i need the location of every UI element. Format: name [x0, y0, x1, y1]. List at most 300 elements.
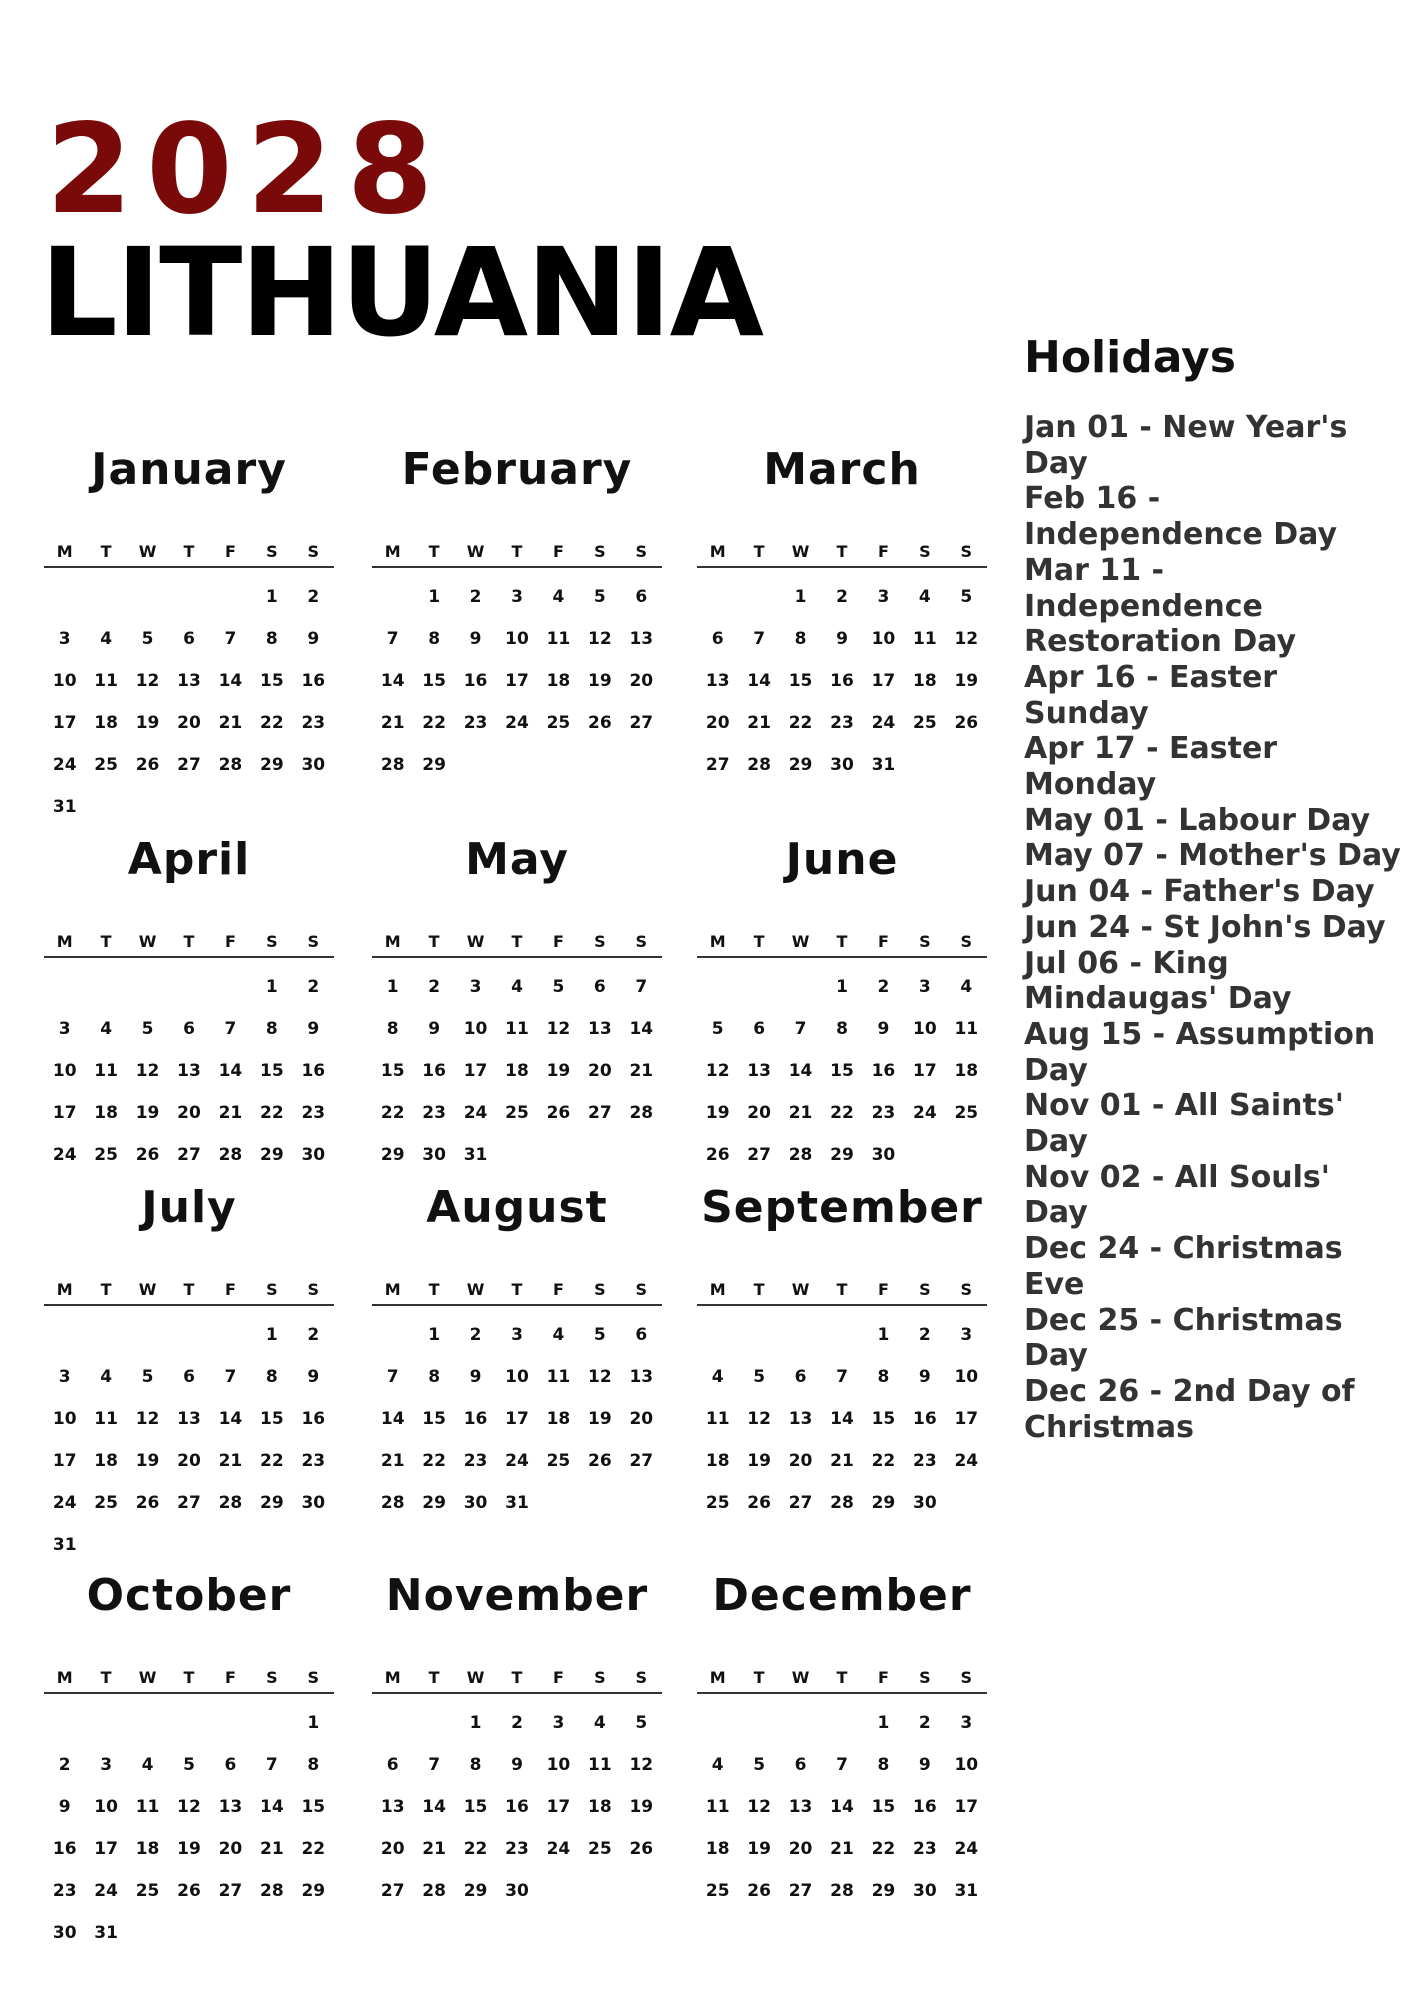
day-cell: 3 — [960, 1713, 973, 1733]
day-cell: 5 — [711, 1019, 724, 1039]
weekday-label: F — [224, 1667, 236, 1687]
day-cell: 21 — [788, 1103, 813, 1123]
weekday-label: S — [266, 1279, 278, 1299]
day-cell: 28 — [747, 755, 771, 775]
weekday-label: S — [635, 1667, 648, 1687]
day-cell: 1 — [428, 1325, 441, 1345]
day-cell: 3 — [511, 1325, 523, 1345]
day-cell: 20 — [380, 1839, 405, 1859]
day-cell: 1 — [794, 587, 807, 607]
day-cell: 29 — [380, 1145, 405, 1165]
holiday-item: Aug 15 - Assumption Day — [1024, 1016, 1376, 1088]
day-cell: 3 — [100, 1755, 113, 1775]
day-cell: 13 — [788, 1797, 813, 1817]
day-cell: 31 — [505, 1493, 529, 1513]
day-cell: 10 — [505, 1367, 529, 1387]
day-cell: 2 — [307, 587, 320, 607]
day-cell: 4 — [711, 1755, 724, 1775]
day-cell: 4 — [711, 1367, 724, 1387]
weekday-label: F — [877, 931, 889, 951]
day-cell: 5 — [753, 1755, 766, 1775]
day-cell: 6 — [183, 629, 195, 649]
day-cell: 23 — [301, 713, 326, 733]
day-cell: 8 — [265, 629, 278, 649]
day-cell: 21 — [747, 713, 771, 733]
weekday-label: T — [183, 1279, 195, 1299]
day-cell: 26 — [135, 1493, 160, 1513]
day-cell: 24 — [52, 1493, 77, 1513]
month-november — [372, 1570, 662, 1912]
day-cell: 27 — [788, 1493, 813, 1513]
weekday-label: F — [224, 1279, 236, 1299]
weekday-label: S — [307, 931, 320, 951]
weekday-label: S — [960, 1279, 973, 1299]
day-cell: 5 — [593, 1325, 606, 1345]
weekday-label: W — [138, 541, 157, 561]
day-cell: 1 — [836, 977, 848, 997]
day-cell: 23 — [52, 1881, 77, 1901]
day-cell: 20 — [177, 1451, 201, 1471]
weekday-header — [372, 1662, 662, 1694]
day-cell: 13 — [177, 671, 201, 691]
day-cell: 11 — [135, 1797, 160, 1817]
day-cell: 9 — [307, 1019, 320, 1039]
day-cell: 27 — [380, 1881, 405, 1901]
weekday-label: S — [266, 931, 278, 951]
day-grid — [44, 576, 334, 828]
weekday-label: M — [709, 541, 726, 561]
day-cell: 19 — [135, 713, 160, 733]
weekday-header — [697, 1274, 987, 1306]
day-cell: 2 — [58, 1755, 71, 1775]
day-cell: 8 — [386, 1019, 399, 1039]
day-cell: 20 — [177, 1103, 201, 1123]
day-cell: 6 — [593, 977, 606, 997]
day-cell: 7 — [386, 629, 399, 649]
weekday-label: M — [384, 1667, 401, 1687]
day-cell: 24 — [954, 1451, 979, 1471]
weekday-header — [44, 1662, 334, 1694]
day-cell: 10 — [913, 1019, 937, 1039]
day-cell: 30 — [422, 1145, 446, 1165]
day-cell: 5 — [753, 1367, 766, 1387]
day-cell: 23 — [913, 1451, 937, 1471]
day-cell: 24 — [954, 1839, 979, 1859]
day-grid — [697, 576, 987, 786]
day-cell: 24 — [463, 1103, 488, 1123]
weekday-label: M — [56, 541, 73, 561]
day-cell: 26 — [588, 713, 612, 733]
day-cell: 16 — [505, 1797, 529, 1817]
day-cell: 28 — [830, 1881, 854, 1901]
day-cell: 15 — [260, 1409, 284, 1429]
day-cell: 17 — [463, 1061, 488, 1081]
day-cell: 2 — [469, 1325, 482, 1345]
weekday-label: F — [877, 541, 889, 561]
day-cell: 29 — [788, 755, 813, 775]
day-cell: 26 — [177, 1881, 201, 1901]
day-cell: 29 — [830, 1145, 854, 1165]
day-cell: 3 — [960, 1325, 973, 1345]
weekday-label: W — [791, 541, 810, 561]
day-cell: 26 — [135, 1145, 160, 1165]
weekday-header — [697, 926, 987, 958]
day-cell: 27 — [629, 713, 654, 733]
day-cell: 22 — [422, 713, 446, 733]
holiday-item: Feb 16 - Independence Day — [1024, 481, 1338, 553]
day-cell: 15 — [301, 1797, 326, 1817]
holiday-item: Jun 04 - Father's Day — [1024, 874, 1375, 910]
day-cell: 6 — [183, 1367, 195, 1387]
day-cell: 19 — [747, 1451, 771, 1471]
day-grid — [44, 1314, 334, 1566]
day-cell: 19 — [629, 1797, 654, 1817]
day-cell: 4 — [552, 1325, 565, 1345]
day-cell: 24 — [546, 1839, 571, 1859]
day-cell: 1 — [265, 587, 278, 607]
day-cell: 29 — [301, 1881, 326, 1901]
day-cell: 5 — [141, 1019, 154, 1039]
day-cell: 5 — [183, 1755, 195, 1775]
weekday-label: S — [307, 1667, 320, 1687]
day-cell: 30 — [52, 1923, 77, 1943]
day-cell: 8 — [265, 1367, 278, 1387]
month-title: August — [426, 1182, 608, 1233]
day-cell: 13 — [629, 629, 654, 649]
day-cell: 8 — [265, 1019, 278, 1039]
day-cell: 7 — [386, 1367, 399, 1387]
day-cell: 14 — [380, 671, 405, 691]
day-cell: 12 — [629, 1755, 654, 1775]
day-cell: 22 — [260, 713, 284, 733]
month-title: October — [86, 1570, 292, 1621]
day-cell: 17 — [871, 671, 896, 691]
month-january — [44, 444, 334, 828]
day-cell: 26 — [747, 1881, 771, 1901]
day-cell: 31 — [463, 1145, 488, 1165]
day-cell: 5 — [593, 587, 606, 607]
day-cell: 7 — [224, 1367, 237, 1387]
day-cell: 13 — [588, 1019, 612, 1039]
day-cell: 28 — [629, 1103, 654, 1123]
day-grid — [697, 1314, 987, 1524]
day-cell: 15 — [422, 1409, 446, 1429]
weekday-label: T — [183, 931, 195, 951]
month-title: November — [385, 1570, 649, 1621]
weekday-label: S — [635, 1279, 648, 1299]
holiday-item: Apr 16 - Easter Sunday — [1024, 659, 1278, 731]
day-cell: 7 — [836, 1367, 848, 1387]
day-cell: 11 — [505, 1019, 529, 1039]
day-cell: 27 — [218, 1881, 243, 1901]
day-cell: 1 — [386, 977, 399, 997]
weekday-label: S — [266, 1667, 278, 1687]
day-cell: 3 — [469, 977, 482, 997]
day-cell: 13 — [177, 1409, 201, 1429]
day-cell: 20 — [629, 1409, 654, 1429]
day-cell: 16 — [52, 1839, 77, 1859]
day-cell: 28 — [788, 1145, 813, 1165]
day-cell: 15 — [871, 1797, 896, 1817]
day-cell: 6 — [635, 587, 648, 607]
day-cell: 12 — [705, 1061, 730, 1081]
weekday-label: F — [224, 931, 236, 951]
weekday-label: W — [138, 1667, 157, 1687]
day-cell: 9 — [469, 629, 482, 649]
day-cell: 11 — [954, 1019, 979, 1039]
day-cell: 18 — [546, 671, 571, 691]
day-cell: 9 — [469, 1367, 482, 1387]
day-cell: 10 — [52, 1061, 77, 1081]
day-cell: 29 — [463, 1881, 488, 1901]
year-heading: 2028 — [46, 98, 448, 242]
day-cell: 15 — [422, 671, 446, 691]
weekday-label: M — [384, 541, 401, 561]
day-cell: 12 — [177, 1797, 201, 1817]
holiday-item: Nov 02 - All Souls' Day — [1024, 1159, 1330, 1231]
day-cell: 21 — [830, 1451, 854, 1471]
day-cell: 22 — [871, 1839, 896, 1859]
day-cell: 12 — [135, 1061, 160, 1081]
month-july — [44, 1182, 334, 1566]
day-cell: 23 — [422, 1103, 446, 1123]
day-cell: 23 — [301, 1103, 326, 1123]
day-cell: 10 — [505, 629, 529, 649]
weekday-label: W — [791, 1279, 810, 1299]
day-cell: 6 — [386, 1755, 399, 1775]
day-cell: 18 — [588, 1797, 612, 1817]
day-cell: 15 — [260, 1061, 284, 1081]
weekday-label: M — [709, 1279, 726, 1299]
day-cell: 18 — [94, 713, 118, 733]
day-cell: 2 — [307, 977, 320, 997]
weekday-label: F — [552, 1279, 564, 1299]
weekday-label: M — [709, 931, 726, 951]
day-cell: 22 — [871, 1451, 896, 1471]
month-april — [44, 834, 334, 1176]
day-cell: 11 — [94, 1061, 118, 1081]
day-cell: 8 — [877, 1755, 890, 1775]
day-cell: 12 — [546, 1019, 571, 1039]
weekday-label: T — [428, 541, 440, 561]
day-cell: 14 — [422, 1797, 446, 1817]
day-cell: 18 — [705, 1451, 730, 1471]
day-cell: 27 — [788, 1881, 813, 1901]
day-cell: 2 — [428, 977, 441, 997]
weekday-label: S — [919, 931, 931, 951]
weekday-label: S — [266, 541, 278, 561]
day-cell: 14 — [218, 671, 243, 691]
weekday-label: T — [100, 1279, 112, 1299]
weekday-label: T — [183, 541, 195, 561]
day-cell: 20 — [629, 671, 654, 691]
month-title: April — [127, 834, 251, 885]
day-cell: 9 — [918, 1367, 931, 1387]
day-cell: 20 — [788, 1451, 813, 1471]
day-cell: 23 — [830, 713, 854, 733]
day-cell: 13 — [177, 1061, 201, 1081]
day-cell: 12 — [135, 671, 160, 691]
day-grid — [372, 1314, 662, 1524]
day-cell: 16 — [463, 671, 488, 691]
day-cell: 21 — [422, 1839, 446, 1859]
day-cell: 10 — [954, 1755, 979, 1775]
day-cell: 12 — [588, 1367, 612, 1387]
day-cell: 8 — [877, 1367, 890, 1387]
day-cell: 6 — [635, 1325, 648, 1345]
day-cell: 31 — [52, 1535, 77, 1555]
month-title: January — [91, 444, 287, 495]
month-october — [44, 1570, 334, 1954]
day-cell: 29 — [260, 1145, 284, 1165]
weekday-label: M — [56, 931, 73, 951]
day-cell: 7 — [753, 629, 766, 649]
day-cell: 8 — [428, 1367, 441, 1387]
day-cell: 9 — [836, 629, 848, 649]
month-title: September — [701, 1182, 983, 1233]
day-cell: 1 — [307, 1713, 320, 1733]
day-cell: 13 — [218, 1797, 243, 1817]
day-cell: 11 — [546, 629, 571, 649]
weekday-label: S — [594, 541, 606, 561]
day-cell: 23 — [301, 1451, 326, 1471]
day-cell: 9 — [58, 1797, 71, 1817]
day-cell: 27 — [588, 1103, 612, 1123]
month-march — [697, 444, 987, 786]
day-cell: 31 — [954, 1881, 979, 1901]
day-cell: 22 — [788, 713, 813, 733]
day-cell: 26 — [629, 1839, 654, 1859]
weekday-label: T — [428, 1279, 440, 1299]
day-cell: 3 — [58, 1367, 71, 1387]
day-cell: 4 — [100, 1367, 113, 1387]
day-cell: 28 — [218, 1145, 243, 1165]
weekday-header — [372, 926, 662, 958]
day-cell: 28 — [218, 1493, 243, 1513]
day-cell: 14 — [747, 671, 771, 691]
weekday-label: T — [100, 931, 112, 951]
day-cell: 5 — [141, 1367, 154, 1387]
day-cell: 18 — [135, 1839, 160, 1859]
weekday-label: T — [753, 1667, 765, 1687]
day-cell: 1 — [265, 977, 278, 997]
day-cell: 3 — [552, 1713, 565, 1733]
day-cell: 25 — [94, 1493, 118, 1513]
weekday-label: T — [100, 541, 112, 561]
month-title: February — [401, 444, 633, 495]
day-cell: 7 — [224, 1019, 237, 1039]
day-cell: 28 — [260, 1881, 284, 1901]
day-cell: 18 — [705, 1839, 730, 1859]
day-cell: 24 — [871, 713, 896, 733]
day-cell: 16 — [463, 1409, 488, 1429]
day-cell: 7 — [428, 1755, 441, 1775]
day-cell: 30 — [505, 1881, 529, 1901]
day-cell: 1 — [428, 587, 441, 607]
day-cell: 25 — [94, 755, 118, 775]
day-cell: 27 — [629, 1451, 654, 1471]
weekday-label: M — [384, 931, 401, 951]
day-cell: 8 — [469, 1755, 482, 1775]
weekday-label: S — [594, 1279, 606, 1299]
weekday-label: M — [384, 1279, 401, 1299]
day-cell: 2 — [918, 1325, 931, 1345]
day-cell: 21 — [218, 1103, 243, 1123]
day-cell: 19 — [135, 1103, 160, 1123]
day-cell: 27 — [177, 755, 201, 775]
month-june — [697, 834, 987, 1176]
day-cell: 3 — [58, 1019, 71, 1039]
day-cell: 29 — [871, 1881, 896, 1901]
day-cell: 9 — [307, 629, 320, 649]
weekday-label: S — [919, 541, 931, 561]
weekday-label: S — [919, 1667, 931, 1687]
weekday-label: S — [594, 931, 606, 951]
day-cell: 11 — [705, 1409, 730, 1429]
day-cell: 24 — [913, 1103, 937, 1123]
day-cell: 18 — [546, 1409, 571, 1429]
day-cell: 4 — [552, 587, 565, 607]
day-cell: 25 — [94, 1145, 118, 1165]
day-cell: 19 — [135, 1451, 160, 1471]
day-cell: 6 — [183, 1019, 195, 1039]
day-cell: 19 — [546, 1061, 571, 1081]
day-cell: 4 — [100, 1019, 113, 1039]
holiday-list — [1024, 410, 1402, 1445]
day-cell: 14 — [260, 1797, 284, 1817]
holiday-item: Jan 01 - New Year's Day — [1024, 410, 1348, 481]
day-cell: 24 — [505, 1451, 529, 1471]
day-cell: 25 — [913, 713, 937, 733]
day-cell: 10 — [871, 629, 896, 649]
day-cell: 10 — [463, 1019, 488, 1039]
weekday-label: W — [466, 1667, 485, 1687]
day-cell: 31 — [52, 797, 77, 817]
weekday-label: M — [56, 1279, 73, 1299]
month-september — [697, 1182, 987, 1524]
weekday-label: T — [428, 1667, 440, 1687]
weekday-header — [372, 1274, 662, 1306]
weekday-label: S — [635, 541, 648, 561]
day-cell: 12 — [588, 629, 612, 649]
day-cell: 21 — [218, 1451, 243, 1471]
day-cell: 10 — [52, 671, 77, 691]
day-grid — [372, 1702, 662, 1912]
day-cell: 4 — [960, 977, 973, 997]
month-title: December — [712, 1570, 972, 1621]
day-cell: 26 — [588, 1451, 612, 1471]
holiday-item: Mar 11 - Independence Restoration Day — [1024, 552, 1297, 660]
day-cell: 20 — [218, 1839, 243, 1859]
day-cell: 25 — [546, 713, 571, 733]
day-cell: 23 — [505, 1839, 529, 1859]
day-cell: 1 — [877, 1325, 890, 1345]
day-cell: 9 — [511, 1755, 523, 1775]
day-cell: 27 — [177, 1493, 201, 1513]
weekday-label: T — [753, 1279, 765, 1299]
day-cell: 19 — [705, 1103, 730, 1123]
day-cell: 21 — [218, 713, 243, 733]
holiday-item: Apr 17 - Easter Monday — [1024, 731, 1278, 803]
day-cell: 17 — [52, 713, 77, 733]
day-cell: 15 — [380, 1061, 405, 1081]
day-cell: 22 — [260, 1451, 284, 1471]
day-cell: 14 — [830, 1409, 854, 1429]
weekday-label: M — [56, 1667, 73, 1687]
day-cell: 4 — [100, 629, 113, 649]
weekday-label: F — [877, 1667, 889, 1687]
weekday-label: T — [836, 1667, 848, 1687]
